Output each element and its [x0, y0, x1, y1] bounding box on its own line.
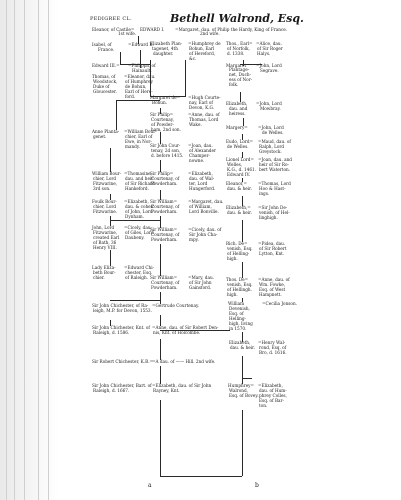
person-entry: Henry VIII. [93, 245, 117, 250]
person-entry: Halys. [257, 51, 271, 56]
person-entry: ess of Nor- [229, 77, 253, 82]
person-entry: Sir John Cha- [189, 232, 218, 237]
person-entry: =Anne, dau. of Sir Robert Den- [152, 325, 219, 330]
person-entry: Daubeny. [125, 235, 145, 240]
person-entry: Mowbray. [260, 106, 281, 111]
person-entry: Eleanor, of Castile= [92, 27, 135, 32]
person-entry: =Edward Chi- [124, 265, 154, 270]
connector-line [160, 190, 161, 200]
person-entry: Lady Eliza- [92, 265, 116, 270]
person-entry: =Thomasine, [124, 171, 152, 176]
person-entry: =Margaret, dau. of Philip the Hardy, King of France. [175, 27, 288, 32]
person-entry: Anne Planta- [92, 129, 120, 134]
connector-line [120, 64, 150, 65]
person-entry: Fitzwarine. [93, 209, 118, 214]
person-entry: mandy. [125, 144, 140, 149]
margin-line [24, 0, 25, 500]
person-entry: Hainault. [132, 68, 152, 73]
person-entry: Greystock. [259, 149, 282, 154]
connector-line [110, 148, 111, 172]
person-entry: chier. [93, 275, 105, 280]
person-entry: Sir Philip= [150, 171, 174, 176]
person-entry: dau. and heir [125, 176, 154, 181]
person-entry: Sir John Chichester, Knt. of [92, 325, 150, 330]
person-entry: Raleigh, d. 1586. [93, 330, 130, 335]
person-entry: France. [98, 47, 115, 52]
person-entry: ham, 2nd son. [151, 127, 181, 132]
person-entry: de Welles. [227, 144, 249, 149]
connector-line [243, 118, 244, 126]
person-entry: 1st wife. [118, 31, 137, 36]
person-entry: =William Bour- [124, 129, 157, 134]
person-entry: Plantage- [229, 67, 250, 72]
person-entry: nis, Knt. of Holcombe. [153, 330, 201, 335]
person-entry: Helling- [229, 316, 246, 321]
person-entry: Thomas, Lord [189, 117, 219, 122]
footnote-mark: b [255, 482, 259, 489]
person-entry: Powderham. [151, 237, 178, 242]
person-entry: =Anne, dau. of [188, 112, 220, 117]
person-entry: venish, Esq. [227, 246, 253, 251]
person-entry: dau. and [229, 106, 248, 111]
person-entry: =Eleanor, dau. [124, 74, 156, 79]
person-entry: beth Bour- [93, 270, 116, 275]
person-entry: folk. [229, 82, 239, 87]
person-entry: John, Lord [92, 225, 115, 230]
person-entry: of John, Lord [125, 209, 153, 214]
person-entry: of William, [189, 204, 212, 209]
person-entry: =Anne, dau. of [258, 277, 290, 282]
connector-line [242, 196, 243, 206]
person-entry: Thos. De= [226, 277, 249, 282]
person-entry: Margaret de= [150, 95, 181, 100]
person-entry: leigh, M.P. for Devon, 1553. [93, 308, 152, 313]
person-entry: of Giles, Lord [125, 230, 154, 235]
person-entry: 3rd son. [93, 186, 111, 191]
person-entry: chester, Esq. [125, 270, 153, 275]
pedigree-label: PEDIGREE CL. [90, 16, 132, 22]
person-entry: =John, Lord [256, 63, 282, 68]
connector-line [160, 339, 161, 360]
connector-line [110, 220, 160, 221]
connector-line [110, 300, 160, 301]
person-entry: of Humphrey [125, 79, 153, 84]
person-entry: venish, of Hel- [259, 210, 290, 215]
person-entry: Margery= [226, 125, 248, 130]
margin-line [48, 0, 49, 500]
connector-line [160, 366, 161, 384]
connector-line [160, 160, 161, 172]
person-entry: =Pidea, dau. [258, 241, 286, 246]
person-entry: created Earl [93, 235, 120, 240]
person-entry: Esq. of Bar- [259, 398, 284, 403]
person-entry: Eudo, Lord= [226, 139, 254, 144]
person-entry: d. before 1415. [151, 153, 184, 158]
person-entry: Welles, [227, 162, 243, 167]
connector-line [150, 60, 151, 96]
person-entry: 2nd wife. [200, 31, 220, 36]
person-entry: Bohun. [152, 100, 168, 105]
person-entry: of Sir Robert [259, 246, 287, 251]
connector-line [160, 132, 161, 144]
person-entry: EDWARD I. [140, 27, 165, 32]
person-entry: Devenish, [229, 306, 250, 311]
person-entry: =Joan, dau. and [258, 157, 292, 162]
person-entry: Segrave. [260, 68, 279, 73]
person-entry: of Raleigh. [125, 275, 149, 280]
person-entry: of Powder- [151, 122, 174, 127]
person-entry: Sir Robert Chichester, K.B.= [92, 359, 154, 364]
margin-line [38, 0, 39, 500]
person-entry: Humphrey= [228, 383, 255, 388]
person-entry: =Alice, dau. [256, 41, 282, 46]
person-entry: Champer- [189, 153, 210, 158]
person-entry: nowne. [189, 158, 205, 163]
connector-line [242, 332, 243, 342]
person-entry: ton. [259, 403, 268, 408]
margin-line [14, 0, 15, 500]
person-entry: =Elizabeth, [188, 171, 213, 176]
person-entry: =Sir John De- [258, 205, 288, 210]
person-entry: of Norfolk, [227, 46, 250, 51]
person-entry: Courtenay, of [151, 176, 180, 181]
person-entry: de Welles. [262, 130, 284, 135]
person-entry: Eleanor,= [226, 181, 247, 186]
person-entry: =Henry Wal- [258, 340, 286, 345]
person-entry: dau. & heir. [227, 210, 252, 215]
person-entry: Bro, d. 1616. [259, 350, 287, 355]
connector-line [242, 178, 243, 182]
person-entry: =Joan, dau. [188, 143, 213, 148]
person-entry: Dynham. [125, 214, 144, 219]
connector-line [140, 50, 141, 68]
connector-line [110, 194, 111, 200]
person-entry: of Sir John [189, 280, 212, 285]
person-entry: =John, Lord [256, 101, 282, 106]
person-entry: Raleigh, d. 1667. [93, 388, 130, 393]
connector-line [242, 298, 243, 302]
person-entry: dau. of Wal- [189, 176, 215, 181]
person-entry: heir of Sir Ro- [259, 162, 289, 167]
person-entry: Ewe, in Nor- [125, 139, 152, 144]
person-entry: Woodstock, [93, 79, 118, 84]
person-entry: =Margaret, dau. [188, 199, 224, 204]
person-entry: mpy. [189, 237, 199, 242]
person-entry: Gainsford. [189, 285, 212, 290]
person-entry: of Hereford, [189, 51, 216, 56]
person-entry: =Edward II. [128, 42, 154, 47]
person-entry: of Bath, 36 [93, 240, 117, 245]
person-entry: Devon, K.G. [189, 105, 215, 110]
person-entry: =Hugh Courte- [188, 95, 221, 100]
person-entry: =John, Lord [258, 125, 284, 130]
person-entry: d. 1338. [227, 51, 245, 56]
person-entry: Powderham. [151, 285, 178, 290]
person-entry: bert Waterton. [259, 167, 291, 172]
person-entry: Sir William= [150, 275, 178, 280]
person-entry: Courtenay, [151, 117, 174, 122]
person-entry: of Alexander [189, 148, 216, 153]
connector-line [242, 134, 243, 140]
connector-line [120, 52, 121, 64]
person-entry: William [228, 301, 245, 306]
person-entry: of Hellingh. [227, 287, 252, 292]
connector-line [242, 378, 252, 379]
person-entry: Sir William= [150, 227, 178, 232]
connector-line [160, 315, 161, 326]
connector-line [242, 410, 243, 476]
person-entry: K.G., d. 1461. [227, 167, 256, 172]
person-entry: Sir John Chichester, Bart. of [92, 383, 152, 388]
person-entry: Thomas, of [92, 74, 116, 79]
person-entry: of Sir Roger [257, 46, 283, 51]
person-entry: Sir William= [150, 199, 178, 204]
person-entry: Lionel Lord= [226, 157, 254, 162]
person-entry: Sir John Cour- [150, 143, 181, 148]
person-entry: Rayney, Knt. [153, 388, 180, 393]
person-entry: ter, Lord [189, 181, 208, 186]
person-entry: =Mary, dau. [188, 275, 214, 280]
person-entry: ings. [259, 191, 270, 196]
connector-line [110, 250, 111, 266]
person-entry: Walrond, [229, 388, 249, 393]
person-entry: de Bohun, [125, 84, 147, 89]
person-entry: Elizabeth,= [226, 205, 251, 210]
person-entry: phrey Colles, [259, 393, 287, 398]
person-entry: Sir John Chichester, of Ra- [92, 303, 149, 308]
person-entry: Elizabeth Plan- [150, 41, 183, 46]
connector-line [138, 36, 139, 44]
person-entry: =Cicely, dau. of [188, 227, 222, 232]
person-entry: Ralph, Lord [259, 144, 285, 149]
person-entry: =Cicely, dau. [124, 225, 152, 230]
connector-line [160, 330, 230, 331]
connector-line [110, 216, 111, 226]
connector-line [240, 92, 241, 102]
person-entry: Courtenay, of [151, 204, 180, 209]
person-entry: venish, Esq. [227, 282, 253, 287]
person-entry: chier, Lord [93, 176, 117, 181]
person-entry: dau. & coheir [125, 204, 154, 209]
connector-line [160, 292, 161, 304]
connector-line [160, 108, 161, 114]
person-entry: Duke of [93, 84, 110, 89]
person-entry: daughter. [153, 51, 174, 56]
person-entry: Gloucester. [93, 89, 117, 94]
connector-line [160, 400, 161, 476]
person-entry: nay, Earl of [189, 100, 213, 105]
connector-line [242, 152, 243, 158]
person-entry: =Elizabeth, [124, 199, 149, 204]
person-entry: William Bour- [92, 171, 122, 176]
connector-line [243, 60, 244, 66]
person-entry: Hungerford. [189, 186, 216, 191]
person-entry: Edward IV. [227, 172, 251, 177]
person-entry: genet. [93, 134, 107, 139]
person-entry: of Helling- [227, 251, 250, 256]
person-entry: Foulk Bour- [92, 199, 117, 204]
connector-line [150, 96, 186, 97]
page-title: Bethell Walrond, Esq. [170, 12, 304, 25]
person-entry: Margaret [226, 63, 247, 68]
person-entry: =Gertrude Courtenay. [152, 303, 200, 308]
person-entry: Fitzwarine, [93, 230, 118, 235]
person-entry: rond, Esq. of [259, 345, 287, 350]
connector-line [116, 100, 160, 101]
person-entry: Earl of Here- [125, 89, 153, 94]
connector-line [185, 60, 186, 96]
person-entry: Elizabeth, [229, 340, 251, 345]
person-entry: of Sir Richard [125, 181, 155, 186]
person-entry: Powderham. [151, 181, 178, 186]
scan-margin-shadow [0, 0, 58, 500]
person-entry: Wake. [189, 122, 202, 127]
person-entry: Isabel, of [92, 42, 112, 47]
person-entry: chier, Earl of [125, 134, 153, 139]
connector-line [240, 64, 262, 65]
person-entry: Elizabeth, [226, 101, 248, 106]
person-entry: ford. [125, 94, 136, 99]
person-entry: =Humphrey de [188, 41, 221, 46]
connector-line [242, 356, 243, 384]
person-entry: dau. & heir. [227, 186, 252, 191]
connector-line [242, 262, 243, 278]
person-entry: Fitzwarine, [93, 181, 118, 186]
person-entry: =Philippa, of [128, 63, 156, 68]
person-entry: linghigh. [259, 215, 278, 220]
person-entry: Hankeford. [125, 186, 149, 191]
connector-line [116, 100, 117, 130]
connector-line [160, 244, 161, 276]
connector-line [110, 320, 111, 326]
person-entry: high. [227, 292, 238, 297]
person-entry: Powderham. [151, 209, 178, 214]
person-entry: Wm. Fowke, [259, 282, 286, 287]
person-entry: =Cecilia Jonson. [262, 301, 297, 306]
person-entry: Bohun, Earl [189, 46, 215, 51]
person-entry: Rich. De= [226, 241, 248, 246]
person-entry: Courtenay, of [151, 232, 180, 237]
person-entry: Sir Philip= [150, 112, 174, 117]
person-entry: high. [227, 256, 238, 261]
person-entry: Lord Bonville. [189, 209, 219, 214]
person-entry: chier, Lord [93, 204, 117, 209]
person-entry: net, Duch- [229, 72, 252, 77]
connector-line [242, 220, 243, 242]
person-entry: dau. of Hum- [259, 388, 287, 393]
person-entry: Edward III.= [92, 63, 120, 68]
margin-line [6, 0, 7, 500]
person-entry: in 1570. [229, 326, 247, 331]
person-entry: =Maud, dau. of [258, 139, 291, 144]
person-entry: Lytton, Knt. [259, 251, 285, 256]
person-entry: Esq. of Bovey. [229, 393, 259, 398]
person-entry: Esq. of [229, 311, 244, 316]
person-entry: =A dau. of —— Hill. 2nd wife. [152, 359, 216, 364]
person-entry: =Elizabeth, dau. of Sir John [152, 383, 212, 388]
person-entry: Thos., Earl= [226, 41, 253, 46]
person-entry: tenay, 2d son, [151, 148, 181, 153]
person-entry: =Elizabeth, [258, 383, 283, 388]
connector-line [160, 216, 161, 228]
person-entry: &c. [189, 56, 197, 61]
person-entry: high, living [229, 321, 253, 326]
person-entry: Esq. of West [259, 287, 286, 292]
person-entry: Courtenay, of [151, 280, 180, 285]
person-entry: Hampnett. [259, 292, 282, 297]
person-entry: dau. & heir. [230, 345, 255, 350]
person-entry: tagenet, 4th [152, 46, 178, 51]
footnote-mark: a [148, 482, 152, 489]
person-entry: Hoo & Hast- [259, 186, 286, 191]
person-entry: =Thomas, Lord [258, 181, 291, 186]
connector-line [160, 476, 242, 477]
person-entry: heiress. [229, 111, 246, 116]
